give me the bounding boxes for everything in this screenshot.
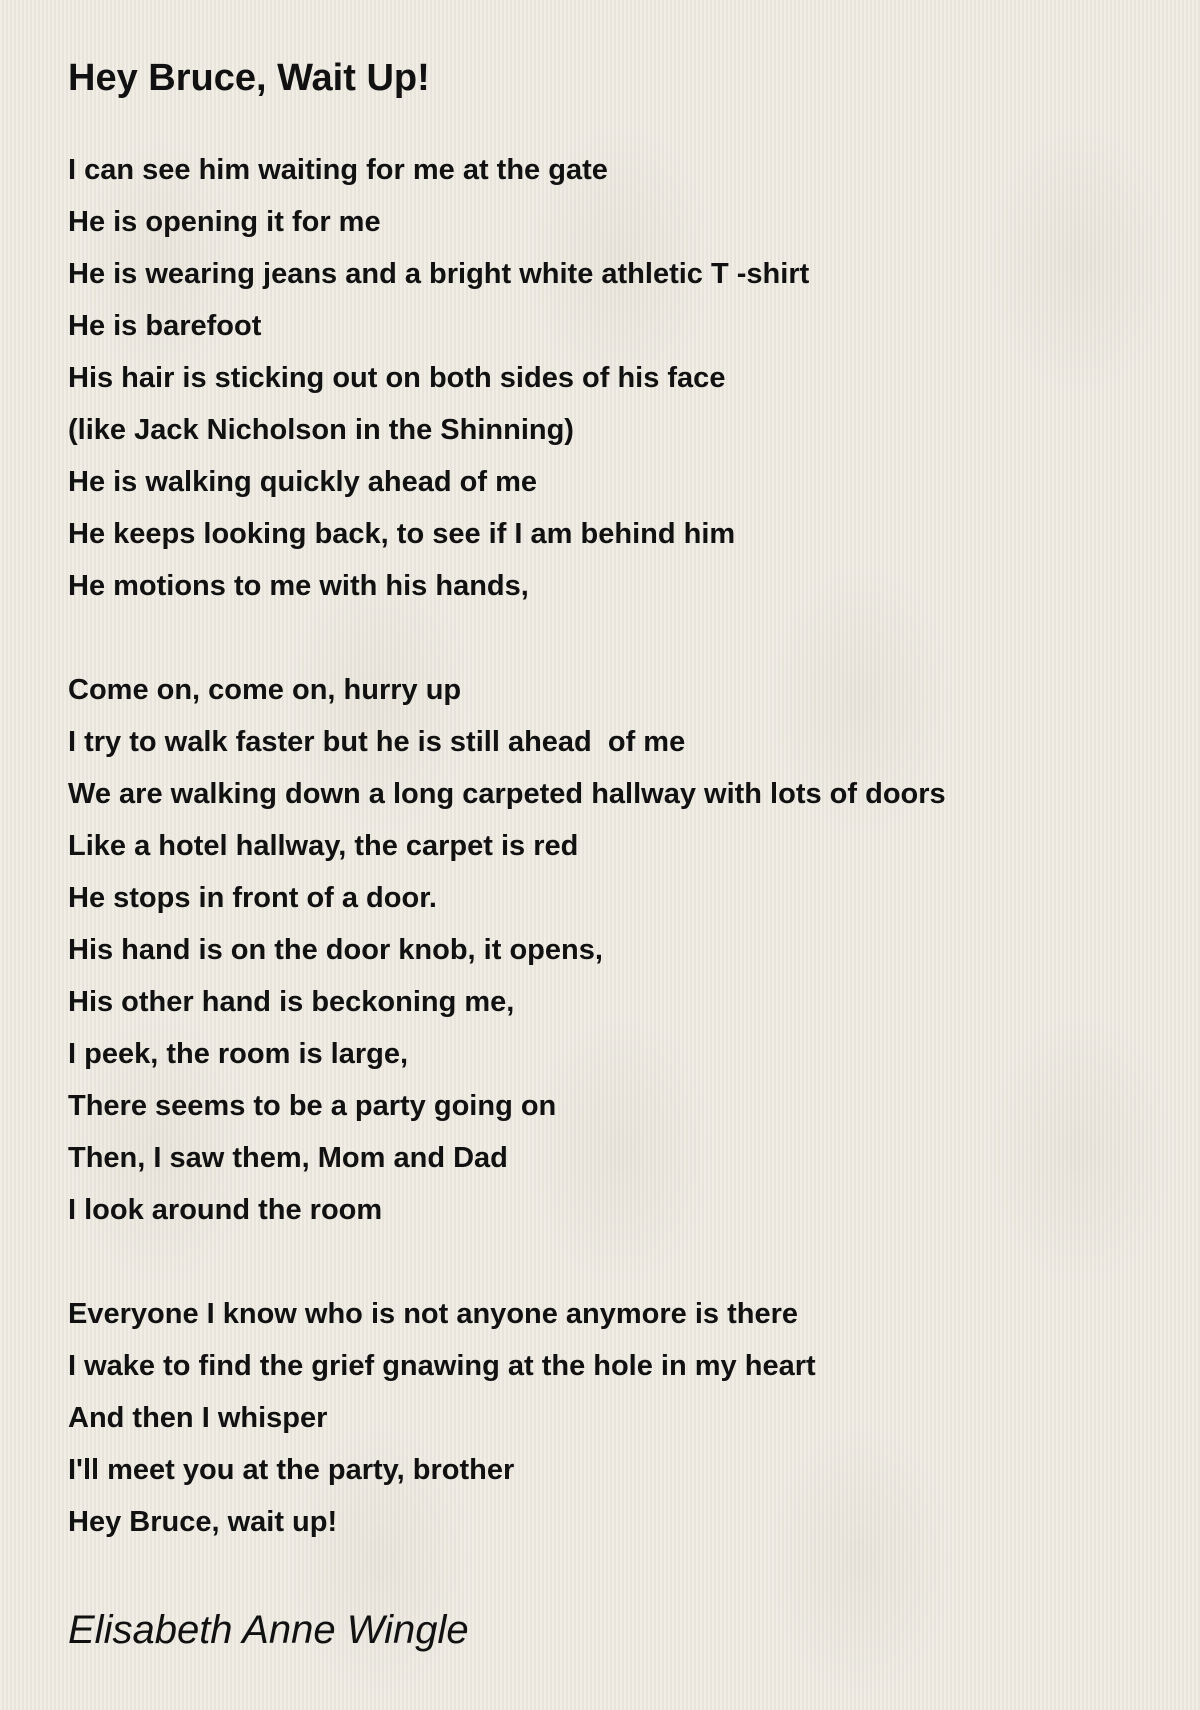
poem-line: He is walking quickly ahead of me [68, 466, 537, 498]
poem-line: I wake to find the grief gnawing at the hole in my heart [68, 1350, 816, 1382]
poem-line: There seems to be a party going on [68, 1090, 557, 1122]
poem-line: We are walking down a long carpeted hallway with lots of doors [68, 778, 946, 810]
poem-line: He keeps looking back, to see if I am behind him [68, 518, 736, 550]
poem-line: And then I whisper [68, 1402, 328, 1434]
stanza-1 [68, 144, 1148, 612]
poem-line: I peek, the room is large, [68, 1038, 409, 1070]
poem-card [68, 50, 1148, 1660]
poem-author: Elisabeth Anne Wingle [68, 1608, 469, 1652]
poem-line: He stops in front of a door. [68, 882, 437, 914]
poem-line: Hey Bruce, wait up! [68, 1506, 338, 1538]
poem-line: I try to walk faster but he is still ahead of me [68, 726, 686, 758]
poem-line: He is barefoot [68, 310, 262, 342]
poem-line: Then, I saw them, Mom and Dad [68, 1142, 508, 1174]
poem-line: He is wearing jeans and a bright white athletic T -shirt [68, 258, 810, 290]
poem-line: He motions to me with his hands, [68, 570, 529, 602]
poem-line: Like a hotel hallway, the carpet is red [68, 830, 579, 862]
poem-line: I can see him waiting for me at the gate [68, 154, 608, 186]
poem-line: His hair is sticking out on both sides of his face [68, 362, 726, 394]
poem-line: I look around the room [68, 1194, 383, 1226]
poem-line: He is opening it for me [68, 206, 381, 238]
poem-title: Hey Bruce, Wait Up! [68, 57, 430, 99]
stanza-2 [68, 664, 1148, 1236]
poem-line: Everyone I know who is not anyone anymore is there [68, 1298, 799, 1330]
poem-line: His hand is on the door knob, it opens, [68, 934, 603, 966]
poem-line: Come on, come on, hurry up [68, 674, 462, 706]
poem-line: I'll meet you at the party, brother [68, 1454, 515, 1486]
stanza-3 [68, 1288, 1148, 1548]
poem-line: (like Jack Nicholson in the Shinning) [68, 414, 574, 446]
poem-line: His other hand is beckoning me, [68, 986, 515, 1018]
